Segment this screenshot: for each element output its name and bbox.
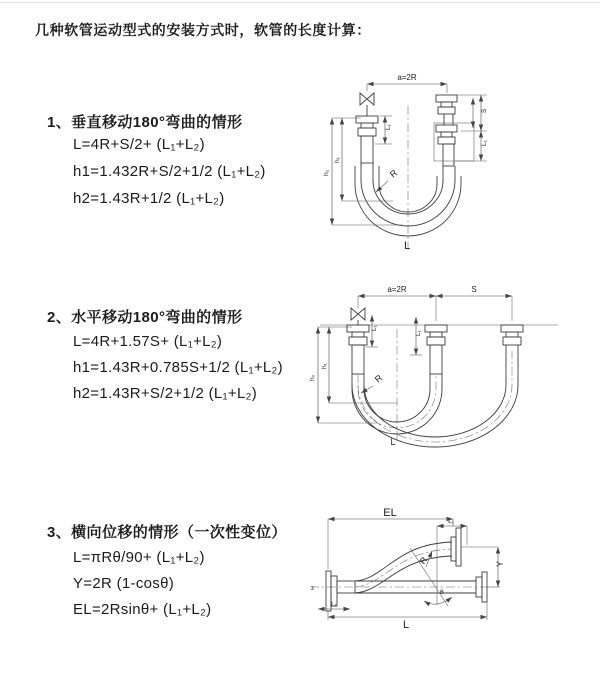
diagram-horizontal-180-bend — [306, 281, 598, 467]
dimension-l1-left — [366, 315, 378, 347]
dimension-l1-right — [455, 131, 488, 161]
dim-label-h1: h₁ — [334, 157, 341, 163]
right-hose-assembly — [434, 95, 474, 166]
dimension-a2r — [358, 285, 436, 321]
u-bend-hose-curves — [352, 351, 518, 447]
dimension-l1-left — [318, 601, 350, 609]
diagram-vertical-180-bend — [315, 68, 600, 260]
dimension-h1 — [321, 327, 397, 403]
dimension-s — [457, 95, 488, 131]
s-curve-hose — [355, 542, 452, 593]
section2-formula-L: L=4R+1.57S+ (L₁+L₂) — [73, 333, 223, 350]
dim-label-l: L — [390, 437, 396, 447]
dimension-l1-center — [410, 317, 422, 355]
left-hose-assembly — [347, 325, 369, 374]
dimension-a2r — [367, 73, 447, 93]
section1-formula-L: L=4R+S/2+ (L₁+L₂) — [73, 136, 205, 153]
dimension-h2 — [309, 327, 378, 423]
dim-label-a2r: a=2R — [387, 285, 407, 294]
section3-formula-EL: EL=2Rsinθ+ (L₁+L₂) — [73, 601, 212, 618]
diagram-lateral-displacement — [300, 500, 600, 638]
page-edge-line — [0, 2, 600, 3]
dim-label-h2: h₂ — [309, 374, 316, 381]
section3-formula-Y: Y=2R (1-cosθ) — [73, 575, 175, 592]
dimension-l1-top — [437, 518, 467, 545]
dim-label-s: S — [471, 285, 477, 294]
shifted-hose-assembly — [501, 325, 523, 351]
dim-label-l1-left: L₁ — [385, 124, 392, 130]
dim-label-l1-left: L₁ — [331, 601, 337, 608]
dim-label-l1-top: L₁ — [448, 518, 454, 525]
page-title: 几种软管运动型式的安装方式时，软管的长度计算： — [35, 22, 371, 38]
dim-label-l1-right: L₁ — [481, 140, 488, 146]
valve-icon — [360, 93, 374, 116]
section2-heading: 2、水平移动180°弯曲的情形 — [47, 309, 243, 326]
dimension-s — [436, 285, 512, 321]
dimension-el — [328, 507, 453, 569]
section1-formula-h1: h1=1.432R+S/2+1/2 (L₁+L₂) — [73, 163, 266, 180]
dim-label-a2r: a=2R — [397, 73, 417, 82]
dim-label-r: R — [417, 555, 430, 567]
dim-label-l1-center: L₁ — [415, 330, 422, 336]
dim-label-l: L — [403, 240, 411, 252]
dimension-l1-left — [375, 116, 392, 144]
section3-heading: 3、横向位移的情形（一次性变位） — [47, 524, 287, 541]
dim-label-y: Y — [495, 560, 505, 567]
section2-formula-h1: h1=1.43R+0.785S+1/2 (L₁+L₂) — [73, 359, 283, 376]
section1-formula-h2: h2=1.43R+1/2 (L₁+L₂) — [73, 190, 225, 207]
axis-mark-z: z — [311, 585, 315, 592]
displaced-flange — [451, 528, 461, 566]
angle-construction — [410, 526, 452, 606]
dim-label-h1: h₁ — [321, 363, 328, 369]
dim-label-r: R — [372, 372, 385, 385]
valve-icon — [351, 308, 365, 325]
section2-formula-h2: h2=1.43R+S/2+1/2 (L₁+L₂) — [73, 385, 258, 402]
section1-heading: 1、垂直移动180°弯曲的情形 — [47, 114, 243, 131]
dim-label-el: EL — [383, 507, 397, 519]
dim-label-theta: θ — [440, 589, 444, 596]
dim-label-l: L — [402, 619, 410, 631]
left-hose-assembly — [356, 116, 378, 163]
dim-label-s: S — [481, 108, 488, 113]
center-hose-assembly — [425, 325, 447, 374]
dim-label-h2: h₂ — [323, 169, 330, 176]
section3-formula-L: L=πRθ/90+ (L₁+L₂) — [73, 549, 205, 566]
dimension-l — [328, 602, 487, 631]
dim-label-l1-left: L₁ — [371, 325, 378, 331]
dim-label-r: R — [387, 167, 400, 180]
